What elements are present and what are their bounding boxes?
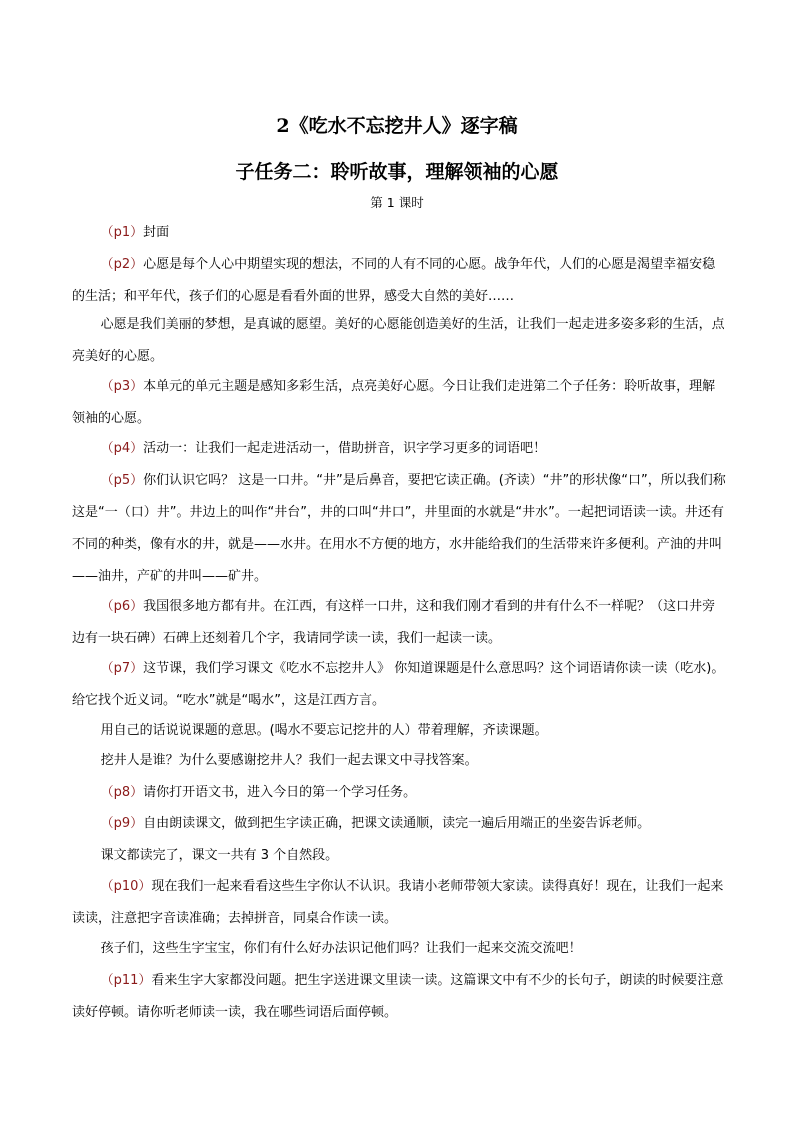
page-tag: （p1）: [100, 225, 144, 240]
paragraph-continuation: [72, 309, 728, 373]
page-tag: （p7）: [100, 661, 144, 676]
page-tag: （p11）: [100, 973, 152, 988]
paragraph-p9: [72, 808, 728, 840]
page-tag: （p4）: [100, 441, 144, 456]
document-title: 2《吃水不忘挖井人》逐字稿: [276, 115, 518, 137]
paragraph-p5: [72, 465, 728, 593]
paragraph-p3: [72, 371, 728, 435]
paragraph-continuation: [72, 745, 728, 777]
paragraph-text: 现在我们一起来看看这些生字你认不认识。我请小老师带领大家读。读得真好！现在，让我们一起来读读，注意把字音读准确；去掉拼音，同桌合作读一读。: [72, 879, 724, 926]
paragraph-p8: [72, 777, 728, 809]
page-tag: （p9）: [100, 816, 144, 831]
paragraph-text: 请你打开语文书，进入今日的第一个学习任务。: [143, 785, 417, 800]
paragraph-p11: [72, 965, 728, 1029]
paragraph-continuation: [72, 933, 728, 965]
paragraph-p1: [72, 217, 728, 249]
paragraph-text: 这节课，我们学习课文《吃水不忘挖井人》 你知道课题是什么意思吗？这个词语请你读一读（吃水)。给它找个近义词。“吃水”就是“喝水”，这是江西方言。: [72, 661, 725, 708]
page-tag: （p3）: [100, 379, 144, 394]
paragraph-text: 看来生字大家都没问题。把生字送进课文里读一读。这篇课文中有不少的长句子，朗读的时候要注意读好停顿。请你听老师读一读，我在哪些词语后面停顿。: [72, 973, 724, 1020]
page-tag: （p6）: [100, 599, 144, 614]
paragraph-text: 课文都读完了，课文一共有 3 个自然段。: [100, 848, 339, 863]
paragraph-text: 孩子们，这些生字宝宝，你们有什么好办法识记他们吗？让我们一起来交流交流吧！: [100, 941, 582, 956]
paragraph-text: 心愿是每个人心中期望实现的想法，不同的人有不同的心愿。战争年代，人们的心愿是渴望幸福安稳的生活；和平年代，孩子们的心愿是看看外面的世界，感受大自然的美好……: [72, 257, 716, 304]
paragraph-text: 用自己的话说说课题的意思。(喝水不要忘记挖井的人）带着理解，齐读课题。: [100, 723, 548, 738]
paragraph-p6: [72, 591, 728, 655]
page-tag: （p2）: [100, 257, 144, 272]
paragraph-continuation: [72, 840, 728, 872]
paragraph-text: 心愿是我们美丽的梦想，是真诚的愿望。美好的心愿能创造美好的生活，让我们一起走进多姿多彩的生活，点亮美好的心愿。: [72, 317, 725, 364]
paragraph-continuation: [72, 715, 728, 747]
page-tag: （p10）: [100, 879, 152, 894]
paragraph-text: 封面: [143, 225, 170, 240]
paragraph-text: 活动一：让我们一起走进活动一，借助拼音，识字学习更多的词语吧！: [143, 441, 547, 456]
page-tag: （p5）: [100, 473, 144, 488]
paragraph-text: 自由朗读课文，做到把生字读正确，把课文读通顺，读完一遍后用端正的坐姿告诉老师。: [143, 816, 651, 831]
paragraph-text: 我国很多地方都有井。在江西，有这样一口井，这和我们刚才看到的井有什么不一样呢？（这口井旁边有一块石碑）石碑上还刻着几个字，我请同学读一读，我们一起读一读。: [72, 599, 716, 646]
paragraph-p4: [72, 433, 728, 465]
page-tag: （p8）: [100, 785, 144, 800]
paragraph-text: 你们认识它吗？ 这是一口井。“井”是后鼻音，要把它读正确。(齐读）“井”的形状像“口”，所以我们称这是“一（口）井”。井边上的叫作“井台”，井的口叫“井口”，井里面的水就是“井水”。一起把词语读一读。井还有不同的种类，像有水的井，就是——水井。在用水不方便的地方，水井能给我们的生活带来许多便利。产油的井叫——油井，产矿的井叫——矿井。: [72, 473, 726, 584]
paragraph-p2: [72, 249, 728, 313]
paragraph-p7: [72, 653, 728, 717]
paragraph-p10: [72, 871, 728, 935]
paragraph-text: 挖井人是谁？为什么要感谢挖井人？我们一起去课文中寻找答案。: [100, 753, 478, 768]
lesson-label: 第 1 课时: [370, 195, 424, 210]
paragraph-text: 本单元的单元主题是感知多彩生活，点亮美好心愿。今日让我们走进第二个子任务：聆听故事，理解领袖的心愿。: [72, 379, 716, 426]
document-subtitle: 子任务二：聆听故事，理解领袖的心愿: [235, 161, 559, 183]
